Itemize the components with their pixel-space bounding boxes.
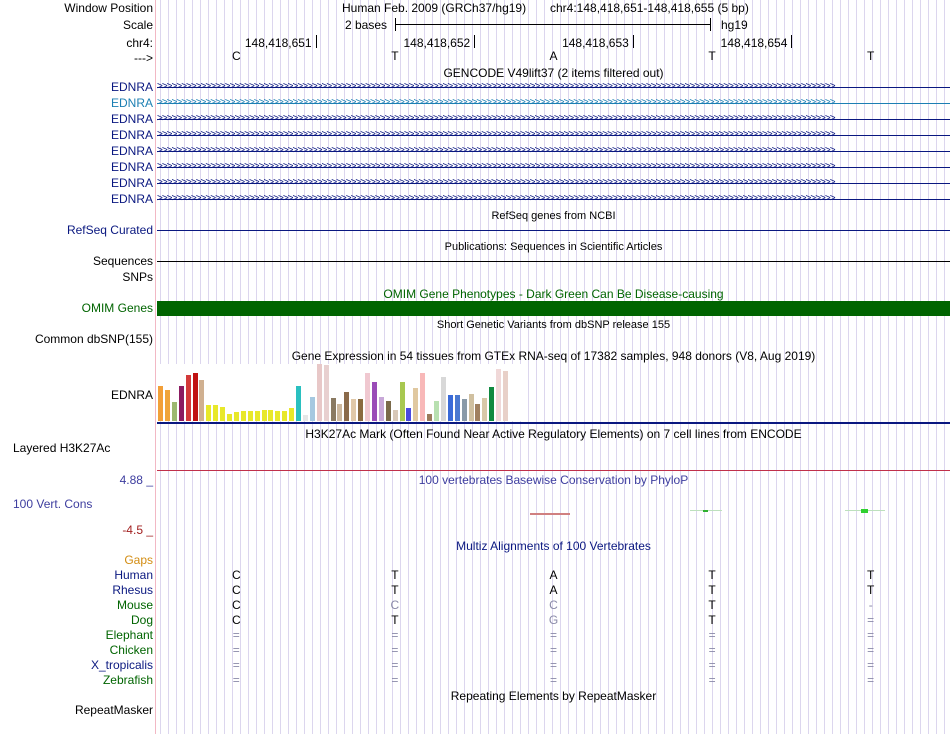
gtex-bar[interactable] (275, 411, 280, 421)
alignment-base: T (708, 568, 716, 582)
species-label-elephant[interactable]: Elephant (105, 628, 153, 642)
alignment-base: = (867, 643, 875, 657)
gtex-title[interactable]: Gene Expression in 54 tissues from GTEx RNA-seq of 17382 samples, 948 donors (V8, Aug 2019) (291, 349, 816, 363)
gencode-row-label[interactable]: EDNRA (110, 80, 153, 94)
guide-line (600, 0, 601, 734)
gtex-bar[interactable] (420, 373, 425, 421)
guide-line (776, 0, 777, 734)
phylop-pos-mark-1-peak[interactable] (703, 510, 708, 512)
strand-chevrons: >>>>>>>>>>>>>>>>>>>>>>>>>>>>>>>>>>>>>>>>>>>>>>>>>>>>>>>>>>>>>>>>>>>>>>>>>>>>>>>>>>>>>>>>>>>>>>>>>>>>>>>>>>>>>>>>>>>>>>>>>>>>>>>>>>>>>>>>>>>> (157, 193, 835, 204)
phylop-label[interactable]: 100 Vert. Cons (13, 497, 93, 511)
alignment-base: C (231, 568, 241, 582)
gtex-bar[interactable] (193, 373, 198, 421)
guide-line (688, 0, 689, 734)
ruler-tick-label: 148,418,652 (403, 36, 471, 50)
guide-line (816, 0, 817, 734)
strand-chevrons: >>>>>>>>>>>>>>>>>>>>>>>>>>>>>>>>>>>>>>>>>>>>>>>>>>>>>>>>>>>>>>>>>>>>>>>>>>>>>>>>>>>>>>>>>>>>>>>>>>>>>>>>>>>>>>>>>>>>>>>>>>>>>>>>>>>>>>>>>>>> (157, 129, 835, 140)
alignment-base: = (867, 628, 875, 642)
gencode-row-label[interactable]: EDNRA (110, 192, 153, 206)
alignment-base: = (232, 658, 240, 672)
gtex-bar[interactable] (365, 373, 370, 421)
gtex-bar[interactable] (413, 388, 418, 421)
species-label-human[interactable]: Human (114, 568, 153, 582)
ruler-tick-mark (474, 35, 475, 48)
guide-line (616, 0, 617, 734)
gtex-bar[interactable] (455, 395, 460, 421)
repeatmasker-title[interactable]: Repeating Elements by RepeatMasker (450, 689, 657, 703)
gtex-bar[interactable] (462, 399, 467, 421)
gtex-bar[interactable] (248, 411, 253, 421)
gtex-bar[interactable] (344, 392, 349, 421)
alignment-base: T (391, 583, 399, 597)
guide-line (824, 0, 825, 734)
species-label-mouse[interactable]: Mouse (116, 598, 153, 612)
omim-title[interactable]: OMIM Gene Phenotypes - Dark Green Can Be Disease-causing (383, 287, 724, 301)
base-letter: C (231, 49, 241, 63)
dbsnp-label[interactable]: Common dbSNP(155) (34, 332, 153, 346)
gtex-bar[interactable] (393, 410, 398, 421)
guide-line (832, 0, 833, 734)
gtex-bar[interactable] (165, 390, 170, 421)
gtex-bar[interactable] (406, 408, 411, 421)
ruler-tick-label: 148,418,654 (720, 36, 788, 50)
multiz-title[interactable]: Multiz Alignments of 100 Vertebrates (456, 539, 651, 553)
guide-line (848, 0, 849, 734)
scale-bar (395, 24, 711, 25)
guide-line (656, 0, 657, 734)
species-label-x_tropicalis[interactable]: X_tropicalis (90, 658, 153, 672)
alignment-base: = (232, 673, 240, 687)
scale-label: Scale (122, 18, 153, 32)
guide-line (728, 0, 729, 734)
alignment-base: = (867, 673, 875, 687)
window-position-label: Window Position (64, 1, 153, 15)
guide-line (912, 0, 913, 734)
gencode-row-label[interactable]: EDNRA (110, 128, 153, 142)
gtex-bar[interactable] (448, 395, 453, 421)
guide-line (928, 0, 929, 734)
guide-line (920, 0, 921, 734)
guide-line (592, 0, 593, 734)
gtex-bar[interactable] (241, 411, 246, 421)
position-readout: chr4:148,418,651-148,418,655 (5 bp) (550, 1, 749, 15)
gtex-bar[interactable] (172, 402, 177, 421)
guide-line (536, 0, 537, 734)
h3k27ac-title[interactable]: H3K27Ac Mark (Often Found Near Active Regulatory Elements) on 7 cell lines from ENCODE (305, 427, 802, 441)
strand-chevrons: >>>>>>>>>>>>>>>>>>>>>>>>>>>>>>>>>>>>>>>>>>>>>>>>>>>>>>>>>>>>>>>>>>>>>>>>>>>>>>>>>>>>>>>>>>>>>>>>>>>>>>>>>>>>>>>>>>>>>>>>>>>>>>>>>>>>>>>>>>>> (157, 97, 835, 108)
base-letter: T (867, 49, 875, 63)
alignment-base: = (549, 658, 557, 672)
species-label-zebrafish[interactable]: Zebrafish (102, 673, 153, 687)
alignment-base: C (549, 598, 558, 612)
snps-label[interactable]: SNPs (122, 270, 153, 284)
alignment-base: T (708, 583, 716, 597)
guide-line (648, 0, 649, 734)
guide-line (840, 0, 841, 734)
guide-line (752, 0, 753, 734)
species-label-dog[interactable]: Dog (130, 613, 153, 627)
guide-line (808, 0, 809, 734)
assembly-name: Human Feb. 2009 (GRCh37/hg19) (342, 1, 527, 15)
gtex-bar[interactable] (482, 398, 487, 421)
alignment-base: T (391, 613, 399, 627)
base-letter: T (391, 49, 399, 63)
gtex-bar[interactable] (220, 407, 225, 421)
ruler-tick-mark (791, 35, 792, 48)
strand-label: ---> (134, 51, 153, 65)
species-label-chicken[interactable]: Chicken (109, 643, 153, 657)
alignment-base: = (549, 673, 557, 687)
gtex-bar[interactable] (337, 404, 342, 421)
gtex-bar[interactable] (427, 414, 432, 421)
guide-line (568, 0, 569, 734)
guide-line (696, 0, 697, 734)
strand-chevrons: >>>>>>>>>>>>>>>>>>>>>>>>>>>>>>>>>>>>>>>>>>>>>>>>>>>>>>>>>>>>>>>>>>>>>>>>>>>>>>>>>>>>>>>>>>>>>>>>>>>>>>>>>>>>>>>>>>>>>>>>>>>>>>>>>>>>>>>>>>>> (157, 161, 835, 172)
alignment-base: = (708, 658, 716, 672)
ruler-tick-label: 148,418,653 (562, 36, 629, 50)
ruler-tick-label: 148,418,651 (244, 36, 312, 50)
gtex-bar[interactable] (282, 411, 287, 421)
gtex-bar[interactable] (289, 408, 294, 421)
guide-line (856, 0, 857, 734)
guide-line (640, 0, 641, 734)
guide-line (664, 0, 665, 734)
alignment-base: = (232, 643, 240, 657)
alignment-base: = (867, 658, 875, 672)
gtex-bar[interactable] (317, 364, 322, 421)
sequences-label[interactable]: Sequences (92, 254, 153, 268)
refseq-gene-line[interactable] (157, 230, 950, 231)
guide-line (800, 0, 801, 734)
alignment-base: G (548, 613, 559, 627)
alignment-base: T (867, 583, 875, 597)
gtex-bar[interactable] (475, 404, 480, 421)
gtex-bar[interactable] (434, 401, 439, 421)
gtex-bar[interactable] (234, 412, 239, 421)
gtex-bar[interactable] (179, 386, 184, 421)
strand-chevrons: >>>>>>>>>>>>>>>>>>>>>>>>>>>>>>>>>>>>>>>>>>>>>>>>>>>>>>>>>>>>>>>>>>>>>>>>>>>>>>>>>>>>>>>>>>>>>>>>>>>>>>>>>>>>>>>>>>>>>>>>>>>>>>>>>>>>>>>>>>>> (157, 113, 835, 124)
gtex-bar[interactable] (372, 382, 377, 421)
guide-line (944, 0, 945, 734)
refseq-label[interactable]: RefSeq Curated (66, 223, 153, 237)
ruler-tick-mark (633, 35, 634, 48)
strand-chevrons: >>>>>>>>>>>>>>>>>>>>>>>>>>>>>>>>>>>>>>>>>>>>>>>>>>>>>>>>>>>>>>>>>>>>>>>>>>>>>>>>>>>>>>>>>>>>>>>>>>>>>>>>>>>>>>>>>>>>>>>>>>>>>>>>>>>>>>>>>>>> (157, 81, 835, 92)
gtex-bar[interactable] (400, 382, 405, 421)
gtex-bar[interactable] (469, 394, 474, 421)
scale-bar-left-tick (395, 18, 396, 31)
alignment-base: = (232, 628, 240, 642)
alignment-base: A (549, 583, 558, 597)
ruler-tick-mark (316, 35, 317, 48)
phylop-pos-mark-2-peak[interactable] (861, 509, 868, 513)
alignment-base: = (708, 673, 716, 687)
guide-line (792, 0, 793, 734)
gtex-bar[interactable] (358, 399, 363, 421)
gtex-bar[interactable] (503, 371, 508, 421)
guide-line (576, 0, 577, 734)
gtex-baseline (157, 422, 950, 424)
gencode-row-label[interactable]: EDNRA (110, 160, 153, 174)
gtex-bar[interactable] (489, 387, 494, 421)
alignment-base: C (231, 583, 241, 597)
alignment-base: = (708, 628, 716, 642)
alignment-base: C (231, 598, 241, 612)
guide-line (888, 0, 889, 734)
strand-chevrons: >>>>>>>>>>>>>>>>>>>>>>>>>>>>>>>>>>>>>>>>>>>>>>>>>>>>>>>>>>>>>>>>>>>>>>>>>>>>>>>>>>>>>>>>>>>>>>>>>>>>>>>>>>>>>>>>>>>>>>>>>>>>>>>>>>>>>>>>>>>> (157, 177, 835, 188)
alignment-base: = (549, 643, 557, 657)
gtex-bar[interactable] (441, 377, 446, 421)
gtex-bar[interactable] (303, 415, 308, 421)
phylop-ymin: -4.5 _ (122, 523, 153, 537)
guide-line (760, 0, 761, 734)
gencode-row-label[interactable]: EDNRA (110, 96, 153, 110)
alignment-base: = (391, 658, 399, 672)
guide-line (744, 0, 745, 734)
gtex-bar[interactable] (186, 375, 191, 421)
chr-label: chr4: (126, 36, 153, 50)
guide-line (672, 0, 673, 734)
repeatmasker-label[interactable]: RepeatMasker (74, 703, 153, 717)
gtex-bar[interactable] (268, 410, 273, 421)
alignment-base: - (868, 598, 873, 612)
guide-line (904, 0, 905, 734)
gtex-bar[interactable] (351, 399, 356, 421)
guide-line (784, 0, 785, 734)
gtex-bar[interactable] (227, 414, 232, 421)
gaps-label[interactable]: Gaps (124, 553, 153, 567)
scale-bar-right-tick (710, 18, 711, 31)
strand-chevrons: >>>>>>>>>>>>>>>>>>>>>>>>>>>>>>>>>>>>>>>>>>>>>>>>>>>>>>>>>>>>>>>>>>>>>>>>>>>>>>>>>>>>>>>>>>>>>>>>>>>>>>>>>>>>>>>>>>>>>>>>>>>>>>>>>>>>>>>>>>>> (157, 145, 835, 156)
gencode-title[interactable]: GENCODE V49lift37 (2 items filtered out) (443, 66, 664, 80)
alignment-base: = (708, 643, 716, 657)
gtex-bar[interactable] (379, 397, 384, 421)
alignment-base: T (708, 613, 716, 627)
dbsnp-title[interactable]: Short Genetic Variants from dbSNP release 155 (436, 319, 671, 331)
guide-line (632, 0, 633, 734)
omim-label[interactable]: OMIM Genes (81, 301, 153, 315)
alignment-base: A (549, 568, 558, 582)
h3k27ac-label[interactable]: Layered H3K27Ac (13, 441, 111, 455)
guide-line (528, 0, 529, 734)
gtex-bar[interactable] (310, 397, 315, 421)
gencode-row-label[interactable]: EDNRA (110, 176, 153, 190)
gtex-bar[interactable] (206, 405, 211, 421)
alignment-base: = (391, 628, 399, 642)
gtex-bar[interactable] (386, 401, 391, 421)
gtex-bar[interactable] (213, 405, 218, 421)
gtex-bar[interactable] (255, 411, 260, 421)
phylop-title[interactable]: 100 vertebrates Basewise Conservation by PhyloP (418, 473, 689, 487)
scale-db: hg19 (721, 18, 748, 32)
base-letter: A (549, 49, 558, 63)
gtex-bar[interactable] (296, 386, 301, 421)
refseq-title[interactable]: RefSeq genes from NCBI (491, 210, 616, 222)
gtex-bar[interactable] (262, 410, 267, 421)
guide-line (624, 0, 625, 734)
publications-line[interactable] (157, 261, 950, 262)
base-letter: T (708, 49, 716, 63)
left-edge-line (155, 0, 156, 734)
phylop-ymax: 4.88 _ (119, 473, 153, 487)
alignment-base: T (391, 568, 399, 582)
omim-bar[interactable] (157, 301, 950, 316)
alignment-base: T (708, 598, 716, 612)
alignment-base: = (549, 628, 557, 642)
guide-line (936, 0, 937, 734)
alignment-base: T (867, 568, 875, 582)
gtex-bar[interactable] (496, 369, 501, 421)
alignment-base: C (231, 613, 241, 627)
publications-title[interactable]: Publications: Sequences in Scientific Articles (444, 241, 663, 253)
gtex-bar[interactable] (199, 380, 204, 421)
alignment-base: C (390, 598, 400, 612)
guide-line (680, 0, 681, 734)
alignment-base: = (391, 643, 399, 657)
alignment-base: = (391, 673, 399, 687)
scale-text: 2 bases (345, 18, 388, 32)
gtex-bar[interactable] (324, 365, 329, 421)
gencode-row-label[interactable]: EDNRA (110, 112, 153, 126)
phylop-neg-mark[interactable] (530, 513, 570, 515)
gtex-label[interactable]: EDNRA (110, 388, 153, 402)
guide-line (736, 0, 737, 734)
h3k27ac-line[interactable] (157, 470, 950, 471)
species-label-rhesus[interactable]: Rhesus (112, 583, 153, 597)
gtex-bar[interactable] (331, 398, 336, 421)
guide-line (584, 0, 585, 734)
alignment-base: = (867, 613, 875, 627)
gtex-bar[interactable] (158, 386, 163, 421)
guide-line (608, 0, 609, 734)
guide-line (896, 0, 897, 734)
guide-line (768, 0, 769, 734)
gencode-row-label[interactable]: EDNRA (110, 144, 153, 158)
